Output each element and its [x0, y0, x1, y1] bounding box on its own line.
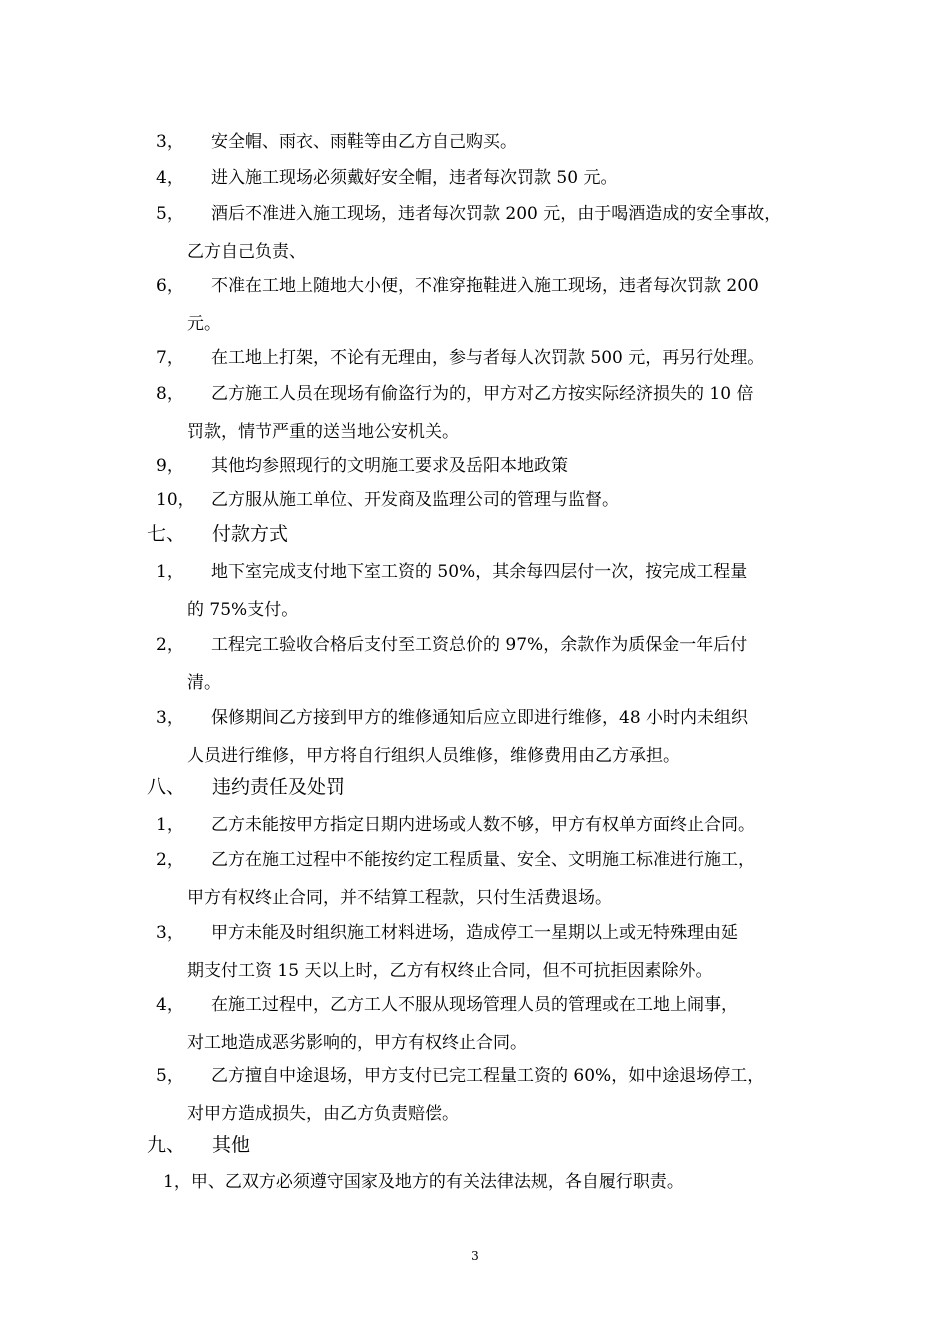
item-text-continued: 对工地造成恶劣影响的，甲方有权终止合同。 [187, 1033, 527, 1053]
item-text-continued: 的 75%支付。 [187, 600, 299, 620]
item-text: 乙方擅自中途退场，甲方支付已完工程量工资的 60%，如中途退场停工， [211, 1066, 765, 1086]
item-number: 4， [156, 995, 184, 1015]
page-number: 3 [471, 1249, 479, 1263]
item-number: 9， [156, 456, 184, 476]
list-item [0, 1061, 950, 1137]
item-text: 工程完工验收合格后支付至工资总价的 97%，余款作为质保金一年后付 [211, 635, 748, 655]
item-number: 5， [156, 1066, 184, 1086]
list-item [0, 557, 950, 633]
list-item [0, 845, 950, 921]
item-number: 1， [156, 562, 184, 582]
item-text: 甲方未能及时组织施工材料进场，造成停工一星期以上或无特殊理由延 [211, 923, 738, 943]
item-number: 3， [156, 708, 184, 728]
list-item [0, 485, 950, 561]
section-number: 七、 [147, 523, 186, 545]
item-text-continued: 乙方自己负责、 [187, 242, 306, 262]
item-text: 在施工过程中，乙方工人不服从现场管理人员的管理或在工地上闹事， [211, 995, 738, 1015]
item-number: 1， [156, 815, 184, 835]
list-item [0, 199, 950, 275]
item-text: 乙方服从施工单位、开发商及监理公司的管理与监督。 [211, 490, 619, 510]
item-text: 在工地上打架，不论有无理由，参与者每人次罚款 500 元，再另行处理。 [211, 348, 765, 368]
item-text: 安全帽、雨衣、雨鞋等由乙方自己购买。 [211, 132, 517, 152]
item-text: 保修期间乙方接到甲方的维修通知后应立即进行维修，48 小时内未组织 [211, 708, 749, 728]
item-text-continued: 罚款，情节严重的送当地公安机关。 [187, 422, 459, 442]
section-title: 违约责任及处罚 [212, 776, 346, 798]
item-number: 3， [156, 132, 184, 152]
item-number: 5， [156, 204, 184, 224]
item-text-continued: 清。 [187, 673, 221, 693]
item-text: 酒后不准进入施工现场，违者每次罚款 200 元，由于喝酒造成的安全事故， [211, 204, 782, 224]
item-number: 7， [156, 348, 184, 368]
item-text-continued: 期支付工资 15 天以上时，乙方有权终止合同，但不可抗拒因素除外。 [187, 961, 713, 981]
section-number: 九、 [147, 1134, 186, 1156]
item-text: 不准在工地上随地大小便，不准穿拖鞋进入施工现场，违者每次罚款 200 [211, 276, 759, 296]
list-item [0, 703, 950, 779]
list-item [0, 379, 950, 455]
item-number: 6， [156, 276, 184, 296]
list-item [0, 271, 950, 347]
section-number: 八、 [147, 776, 186, 798]
section-title: 其他 [212, 1134, 251, 1156]
item-number: 8， [156, 384, 184, 404]
item-text-continued: 人员进行维修，甲方将自行组织人员维修，维修费用由乙方承担。 [187, 746, 680, 766]
item-number: 3， [156, 923, 184, 943]
item-text: 进入施工现场必须戴好安全帽，违者每次罚款 50 元。 [211, 168, 618, 188]
item-number: 10， [156, 490, 195, 510]
section-title: 付款方式 [212, 523, 289, 545]
list-item [0, 918, 950, 994]
item-text-continued: 元。 [187, 314, 221, 334]
item-text: 乙方在施工过程中不能按约定工程质量、安全、文明施工标准进行施工， [211, 850, 755, 870]
item-text: 其他均参照现行的文明施工要求及岳阳本地政策 [211, 456, 568, 476]
item-text: 地下室完成支付地下室工资的 50%，其余每四层付一次，按完成工程量 [211, 562, 748, 582]
item-text-continued: 对甲方造成损失，由乙方负责赔偿。 [187, 1104, 459, 1124]
list-item [0, 630, 950, 706]
item-number: 2， [156, 635, 184, 655]
item-text: 乙方未能按甲方指定日期内进场或人数不够，甲方有权单方面终止合同。 [211, 815, 755, 835]
item-number: 4， [156, 168, 184, 188]
paragraph: 1，甲、乙双方必须遵守国家及地方的有关法律法规，各自履行职责。 [163, 1172, 684, 1192]
item-text-continued: 甲方有权终止合同，并不结算工程款，只付生活费退场。 [187, 888, 612, 908]
item-text: 乙方施工人员在现场有偷盗行为的，甲方对乙方按实际经济损失的 10 倍 [211, 384, 754, 404]
item-number: 2， [156, 850, 184, 870]
list-item [0, 990, 950, 1066]
